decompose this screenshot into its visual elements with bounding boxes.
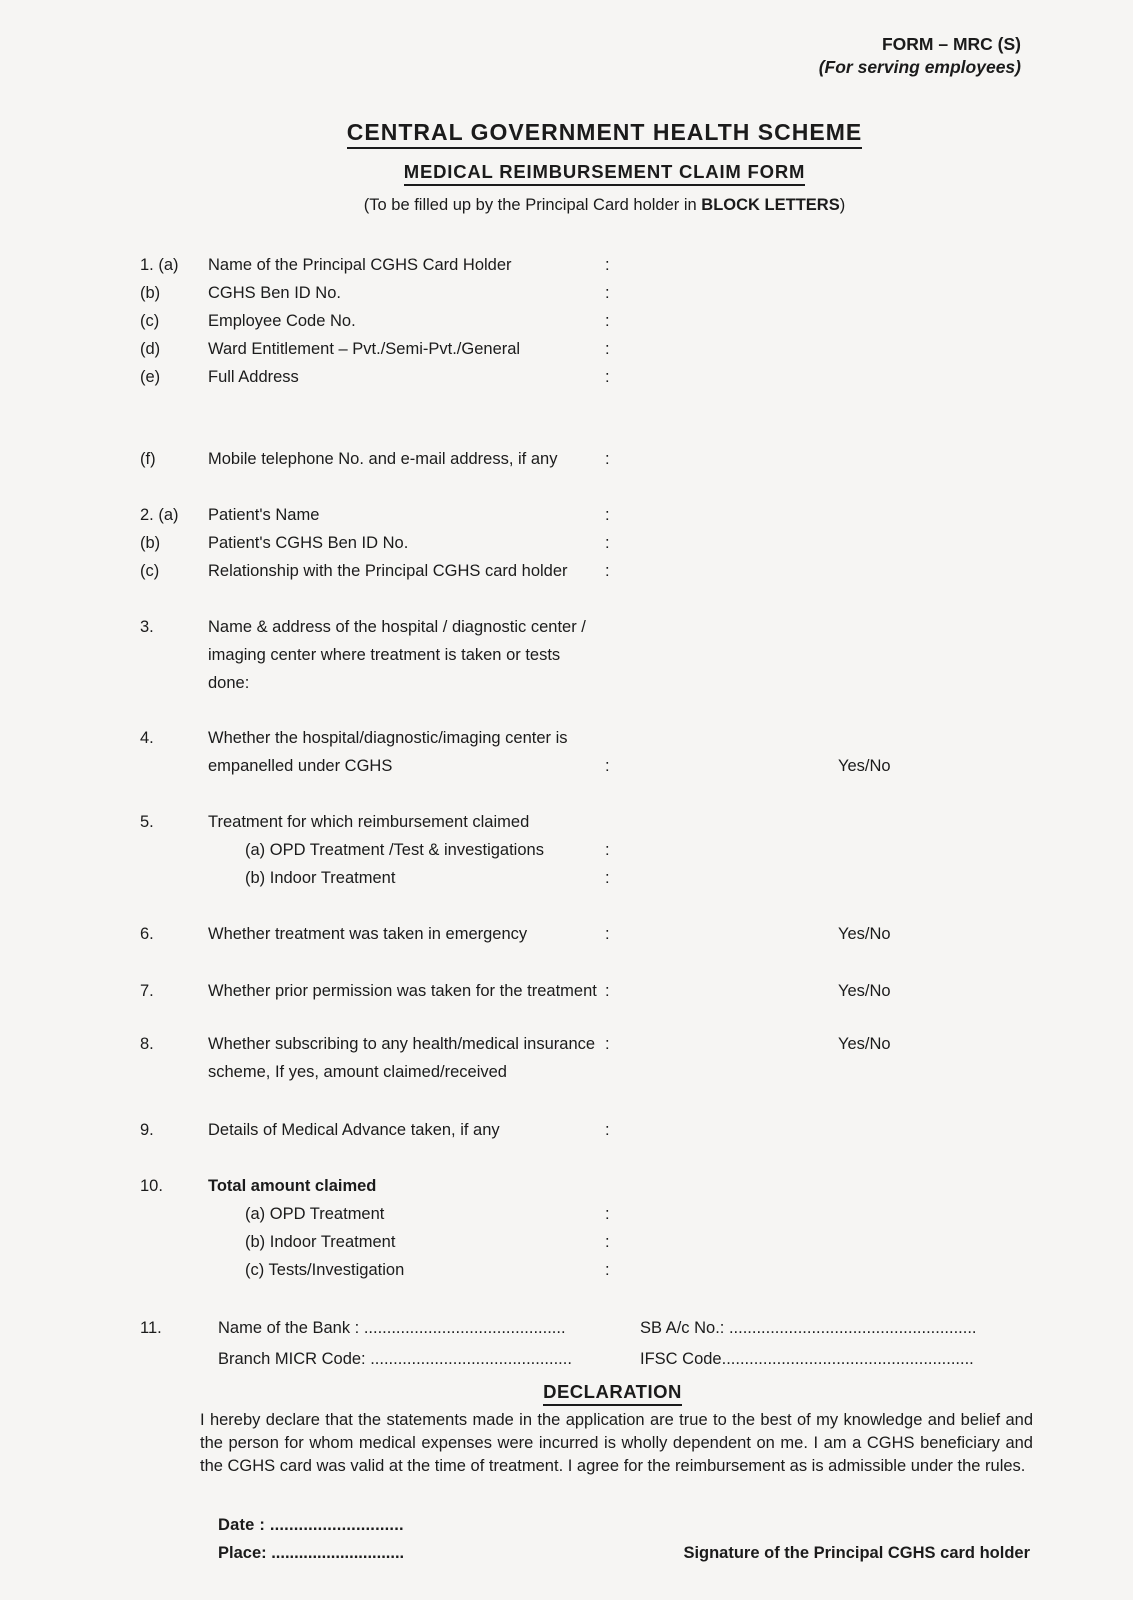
field-row-11-line2: [0, 1345, 1133, 1373]
field-colon: :: [605, 841, 610, 859]
field-colon: :: [605, 1205, 610, 1223]
field-label: Mobile telephone No. and e-mail address, if any: [208, 450, 558, 468]
field-colon: :: [605, 1233, 610, 1251]
field-row-3-line1: [0, 613, 1133, 641]
yes-no-option: Yes/No: [838, 982, 891, 1000]
field-label: (b) Indoor Treatment: [245, 869, 396, 887]
field-colon: :: [605, 450, 610, 468]
field-row-5b: [0, 864, 1133, 892]
place-field: Place: .............................: [218, 1544, 405, 1562]
field-colon: :: [605, 534, 610, 552]
field-label: Patient's CGHS Ben ID No.: [208, 534, 409, 552]
field-row-1b: [0, 279, 1133, 307]
field-colon: :: [605, 312, 610, 330]
field-colon: :: [605, 982, 610, 1000]
signature-label: Signature of the Principal CGHS card holder: [683, 1544, 1030, 1562]
field-row-4-line1: [0, 724, 1133, 752]
bank-name-field: Name of the Bank : ............................................: [218, 1319, 566, 1337]
field-label: (c) Tests/Investigation: [245, 1261, 405, 1279]
field-number: (d): [140, 340, 161, 358]
field-number: (f): [140, 450, 156, 468]
field-number: 9.: [140, 1121, 154, 1139]
field-row-3-line2: [0, 641, 1133, 697]
field-row-4-line2: [0, 752, 1133, 780]
declaration-title: DECLARATION: [543, 1381, 682, 1406]
field-row-2c: [0, 557, 1133, 585]
date-field: Date : ............................: [218, 1516, 404, 1534]
field-number: 6.: [140, 925, 154, 943]
declaration-section: [0, 1381, 1133, 1406]
field-row-2b: [0, 529, 1133, 557]
field-row-6: [0, 920, 1133, 948]
field-label: Whether treatment was taken in emergency: [208, 925, 528, 943]
field-label: (a) OPD Treatment /Test & investigations: [245, 841, 544, 859]
instruction-prefix: (To be filled up by the Principal Card holder in: [363, 196, 702, 214]
field-label: Ward Entitlement – Pvt./Semi-Pvt./General: [208, 340, 521, 358]
micr-code-field: Branch MICR Code: ............................................: [218, 1350, 572, 1368]
field-number: (b): [140, 284, 161, 302]
declaration-text: I hereby declare that the statements made in the application are true to the best of my knowledge and belief and the person for whom medical expenses were incurred is wholly dependent on me. I am a CGHS beneficiary and the CGHS card was valid at the time of treatment. I agree for the reimbursement as is admissible under the rules.: [200, 1411, 1033, 1475]
ifsc-code-field: IFSC Code.......................................................: [640, 1350, 974, 1368]
fill-instruction: [76, 196, 1133, 215]
footer-row: [0, 1544, 1133, 1563]
field-number: 10.: [140, 1177, 163, 1195]
field-row-10c: [0, 1256, 1133, 1284]
field-label: Whether subscribing to any health/medical insurance: [208, 1035, 596, 1053]
field-row-1d: [0, 335, 1133, 363]
field-label: (b) Indoor Treatment: [245, 1233, 396, 1251]
field-colon: :: [605, 340, 610, 358]
field-colon: :: [605, 757, 610, 775]
field-row-1e: [0, 363, 1133, 391]
field-number: (c): [140, 312, 160, 330]
field-label: imaging center where treatment is taken or tests done:: [208, 646, 561, 692]
field-row-7: [0, 977, 1133, 1005]
field-label: Employee Code No.: [208, 312, 356, 330]
field-colon: :: [605, 925, 610, 943]
field-label: CGHS Ben ID No.: [208, 284, 341, 302]
form-audience: (For serving employees): [818, 57, 1021, 77]
field-number: 8.: [140, 1035, 154, 1053]
field-colon: :: [605, 1261, 610, 1279]
field-number: 4.: [140, 729, 154, 747]
field-label: (a) OPD Treatment: [245, 1205, 385, 1223]
field-number: (c): [140, 562, 160, 580]
field-number: 2. (a): [140, 506, 179, 524]
field-label: empanelled under CGHS: [208, 757, 393, 775]
field-row-9: [0, 1116, 1133, 1144]
form-code-block: [0, 0, 1133, 79]
field-number: 7.: [140, 982, 154, 1000]
field-row-5a: [0, 836, 1133, 864]
field-number: 11.: [140, 1319, 162, 1337]
field-colon: :: [605, 869, 610, 887]
field-colon: :: [605, 284, 610, 302]
field-label: Whether prior permission was taken for the treatment: [208, 982, 597, 1000]
field-label: Total amount claimed: [208, 1177, 377, 1195]
field-colon: :: [605, 506, 610, 524]
field-label: Name & address of the hospital / diagnostic center /: [208, 618, 586, 636]
field-number: 5.: [140, 813, 154, 831]
field-label: Patient's Name: [208, 506, 320, 524]
field-row-1c: [0, 307, 1133, 335]
field-label: scheme, If yes, amount claimed/received: [208, 1063, 507, 1081]
form-code: FORM – MRC (S): [881, 34, 1021, 54]
yes-no-option: Yes/No: [838, 925, 891, 943]
field-colon: :: [605, 368, 610, 386]
form-subtitle: MEDICAL REIMBURSEMENT CLAIM FORM: [404, 161, 805, 186]
field-number: (e): [140, 368, 161, 386]
field-row-8-line1: [0, 1030, 1133, 1058]
instruction-bold: BLOCK LETTERS: [701, 196, 840, 214]
field-number: 1. (a): [140, 256, 179, 274]
field-row-2a: [0, 501, 1133, 529]
field-colon: :: [605, 256, 610, 274]
title-block: [0, 79, 1133, 215]
field-row-1a: [0, 251, 1133, 279]
instruction-suffix: ): [839, 196, 846, 214]
yes-no-option: Yes/No: [838, 757, 891, 775]
yes-no-option: Yes/No: [838, 1035, 891, 1053]
field-number: 3.: [140, 618, 154, 636]
field-label: Treatment for which reimbursement claimed: [208, 813, 530, 831]
field-colon: :: [605, 1121, 610, 1139]
sb-account-field: SB A/c No.: ......................................................: [640, 1319, 977, 1337]
field-label: Full Address: [208, 368, 299, 386]
field-row-10b: [0, 1228, 1133, 1256]
field-number: (b): [140, 534, 161, 552]
field-label: Whether the hospital/diagnostic/imaging center is: [208, 729, 568, 747]
field-row-5-head: [0, 808, 1133, 836]
field-label: Name of the Principal CGHS Card Holder: [208, 256, 512, 274]
field-colon: :: [605, 1035, 610, 1053]
field-colon: :: [605, 562, 610, 580]
field-row-11-line1: [0, 1314, 1133, 1342]
field-row-8-line2: [0, 1058, 1133, 1086]
field-row-1f: [0, 445, 1133, 473]
field-label: Details of Medical Advance taken, if any: [208, 1121, 500, 1139]
form-fields: [0, 251, 1133, 1373]
field-row-10-head: [0, 1172, 1133, 1200]
field-row-10a: [0, 1200, 1133, 1228]
field-label: Relationship with the Principal CGHS card holder: [208, 562, 568, 580]
form-title: CENTRAL GOVERNMENT HEALTH SCHEME: [347, 119, 862, 149]
